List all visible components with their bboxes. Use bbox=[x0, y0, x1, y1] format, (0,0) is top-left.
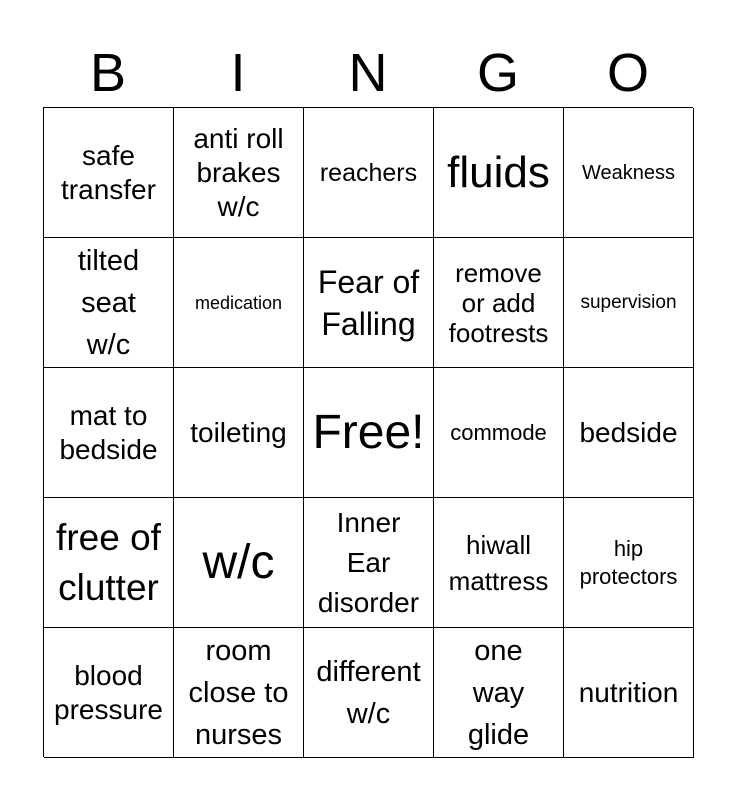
header-letter-b: B bbox=[89, 43, 127, 103]
cell-label: blood pressure bbox=[54, 659, 163, 725]
cell-label: fluids bbox=[447, 147, 550, 197]
cell-label: anti roll brakes w/c bbox=[193, 122, 284, 222]
cell-label: safe transfer bbox=[61, 139, 156, 205]
cell-label: toileting bbox=[190, 416, 287, 448]
cell-label: one way glide bbox=[467, 634, 530, 751]
cell-label: mat to bedside bbox=[59, 399, 158, 465]
cell-label: Inner Ear disorder bbox=[317, 506, 420, 618]
bingo-cell-hip-protectors[interactable] bbox=[564, 498, 694, 628]
bingo-cell-commode[interactable] bbox=[434, 368, 564, 498]
cell-label: nutrition bbox=[578, 676, 679, 708]
cell-label: Weakness bbox=[581, 161, 675, 184]
bingo-cell-bedside[interactable] bbox=[564, 368, 694, 498]
cell-label: free of clutter bbox=[56, 516, 161, 608]
bingo-cell-weakness[interactable] bbox=[564, 108, 694, 238]
bingo-cell-wc[interactable] bbox=[174, 498, 304, 628]
cell-label: Free! bbox=[312, 405, 425, 459]
cell-label: w/c bbox=[202, 535, 275, 589]
bingo-cell-toileting[interactable] bbox=[174, 368, 304, 498]
cell-label: different w/c bbox=[316, 655, 421, 730]
cell-label: reachers bbox=[319, 158, 418, 187]
bingo-cell-remove-add-footrests[interactable] bbox=[434, 238, 564, 368]
bingo-cell-fear-of-falling[interactable] bbox=[304, 238, 434, 368]
cell-label: medication bbox=[194, 292, 283, 313]
cell-label: room close to nurses bbox=[188, 634, 289, 751]
cell-label: supervision bbox=[580, 292, 677, 313]
bingo-cell-supervision[interactable] bbox=[564, 238, 694, 368]
bingo-cell-different-wc[interactable] bbox=[304, 628, 434, 758]
bingo-cell-room-close-to-nurses[interactable] bbox=[174, 628, 304, 758]
bingo-cell-fluids[interactable] bbox=[434, 108, 564, 238]
bingo-cell-anti-roll-brakes[interactable] bbox=[174, 108, 304, 238]
bingo-cell-mat-to-bedside[interactable] bbox=[44, 368, 174, 498]
bingo-cell-reachers[interactable] bbox=[304, 108, 434, 238]
bingo-cell-nutrition[interactable] bbox=[564, 628, 694, 758]
bingo-cell-inner-ear-disorder[interactable] bbox=[304, 498, 434, 628]
cell-label: Fear of Falling bbox=[317, 263, 420, 342]
bingo-cell-tilted-seat[interactable] bbox=[44, 238, 174, 368]
bingo-cell-hiwall-mattress[interactable] bbox=[434, 498, 564, 628]
bingo-cell-free-of-clutter[interactable] bbox=[44, 498, 174, 628]
bingo-cell-medication[interactable] bbox=[174, 238, 304, 368]
header-letter-n: N bbox=[348, 43, 388, 103]
cell-label: hip protectors bbox=[579, 535, 678, 589]
header-letter-o: O bbox=[606, 43, 649, 103]
bingo-cell-free-space[interactable] bbox=[304, 368, 434, 498]
bingo-cell-one-way-glide[interactable] bbox=[434, 628, 564, 758]
bingo-header bbox=[43, 40, 693, 106]
header-letter-g: G bbox=[476, 43, 519, 103]
cell-label: commode bbox=[450, 419, 547, 445]
header-letter-i: I bbox=[230, 43, 246, 103]
bingo-grid bbox=[43, 107, 693, 757]
cell-label: tilted seat w/c bbox=[77, 244, 140, 361]
cell-label: hiwall mattress bbox=[448, 529, 549, 596]
bingo-cell-safe-transfer[interactable] bbox=[44, 108, 174, 238]
cell-label: bedside bbox=[579, 416, 678, 448]
cell-label: remove or add footrests bbox=[448, 257, 549, 348]
bingo-cell-blood-pressure[interactable] bbox=[44, 628, 174, 758]
